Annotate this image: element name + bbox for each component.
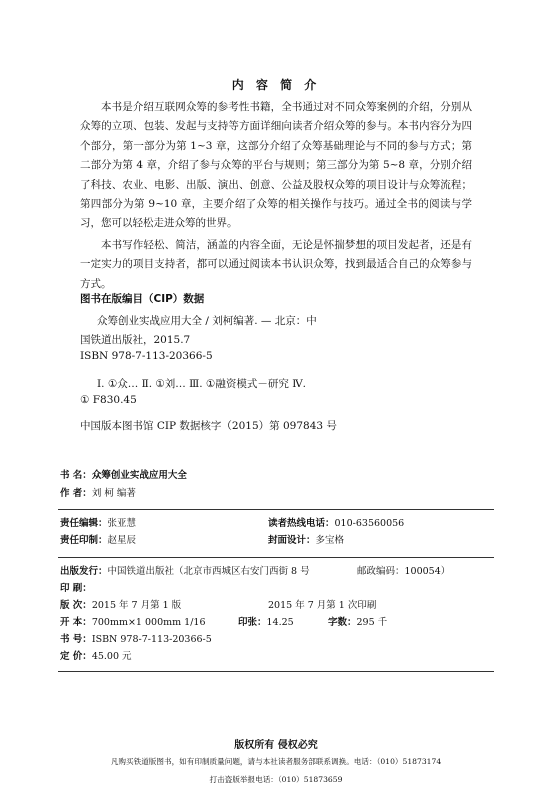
cip-line-1: 众筹创业实战应用大全 / 刘柯编著. — 北京：中 [97, 315, 317, 327]
intro-paragraph-2: 本书写作轻松、简洁，涵盖的内容全面，无论是怀揣梦想的项目发起者，还是有一定实力的项目支持者，都可以通过阅读本书认识众筹，找到最适合自己的众筹参与方式。 [80, 239, 472, 290]
cover-row [268, 532, 344, 546]
editor: 张亚慧 [107, 518, 137, 529]
sheets-label: 印张： [238, 617, 267, 628]
price-row [60, 648, 132, 662]
sheets-row [238, 614, 294, 628]
cover-label: 封面设计： [268, 535, 316, 546]
printer-row [60, 532, 136, 546]
format-row [60, 614, 206, 628]
print-row [60, 580, 92, 594]
editor-label: 责任编辑： [60, 518, 108, 529]
isbn-row [60, 631, 212, 645]
format-label: 开 本： [60, 617, 92, 628]
cip-line-4: Ⅰ. ①众… Ⅱ. ①刘… Ⅲ. ①融资模式－研究 Ⅳ. [97, 378, 307, 390]
edition-row [60, 597, 181, 611]
author-row [60, 485, 136, 499]
words: 295 千 [356, 617, 388, 628]
format: 700mm×1 000mm 1/16 [91, 617, 206, 628]
edition: 2015 年 7 月第 1 版 [91, 600, 182, 611]
intro-paragraph-1: 本书是介绍互联网众筹的参考性书籍，全书通过对不同众筹案例的介绍，分别从众筹的立项、包装、发起与支持等方面详细向读者介绍众筹的参与。本书内容分为四个部分，第一部分为第 1~3 章，这部分介绍了众筹基础理论与不同的参与方式；第二部分为第 4 章，介绍了参与众筹的平台与规则；第三部分为第 5~8 章，分别介绍了科技、农业、电影、出版、演出、创意、公益及股权众筹的项目设计与众筹流程；第四部分为第 9~10 章，主要介绍了众筹的相关操作与技巧。通过全书的阅读与学习，您可以轻松走进众筹的世界。 [80, 101, 472, 230]
editor-row [60, 515, 136, 529]
printing: 2015 年 7 月第 1 次印刷 [268, 600, 377, 611]
cip-line-3: ISBN 978-7-113-20366-5 [80, 350, 213, 362]
print-label: 印 刷： [60, 583, 92, 594]
sheets: 14.25 [266, 617, 294, 628]
words-label: 字数： [328, 617, 357, 628]
divider-2 [58, 557, 494, 558]
cip-line-5: ① F830.45 [80, 394, 137, 406]
hotline: 010-63560056 [334, 518, 405, 529]
publisher-label: 出版发行： [60, 566, 108, 577]
cip-title: 图书在版编目（CIP）数据 [80, 293, 205, 305]
publisher: 中国铁道出版社（北京市西城区右安门西街 8 号 [107, 566, 310, 577]
hotline-row [268, 515, 404, 529]
words-row [328, 614, 387, 628]
cip-line-6: 中国版本图书馆 CIP 数据核字（2015）第 097843 号 [80, 420, 337, 432]
postcode: 邮政编码：100054） [357, 566, 451, 577]
price: 45.00 元 [91, 651, 132, 662]
rights-notice: 版权所有 侵权必究 [234, 740, 318, 751]
author: 刘 柯 编著 [91, 488, 136, 499]
book-title-label: 书 名： [60, 470, 92, 481]
book-title-row [60, 467, 187, 481]
price-label: 定 价： [60, 651, 92, 662]
intro-title: 内 容 简 介 [231, 78, 321, 92]
quality-notice: 凡购买铁道版图书，如有印制质量问题，请与本社读者服务部联系调换。电话：（010）51873174 [110, 757, 442, 766]
piracy-report: 打击盗版举报电话：（010）51873659 [209, 775, 343, 784]
author-label: 作 者： [60, 488, 92, 499]
divider-1 [58, 509, 494, 510]
cover: 多宝格 [315, 535, 345, 546]
edition-label: 版 次： [60, 600, 92, 611]
publisher-row [60, 563, 310, 577]
hotline-label: 读者热线电话： [268, 518, 335, 529]
book-title: 众筹创业实战应用大全 [91, 470, 187, 481]
divider-3 [58, 671, 494, 672]
cip-line-2: 国铁道出版社，2015.7 [80, 334, 191, 346]
printer-label: 责任印制： [60, 535, 108, 546]
isbn: ISBN 978-7-113-20366-5 [91, 634, 212, 645]
printer: 赵星辰 [107, 535, 137, 546]
isbn-label: 书 号： [60, 634, 92, 645]
